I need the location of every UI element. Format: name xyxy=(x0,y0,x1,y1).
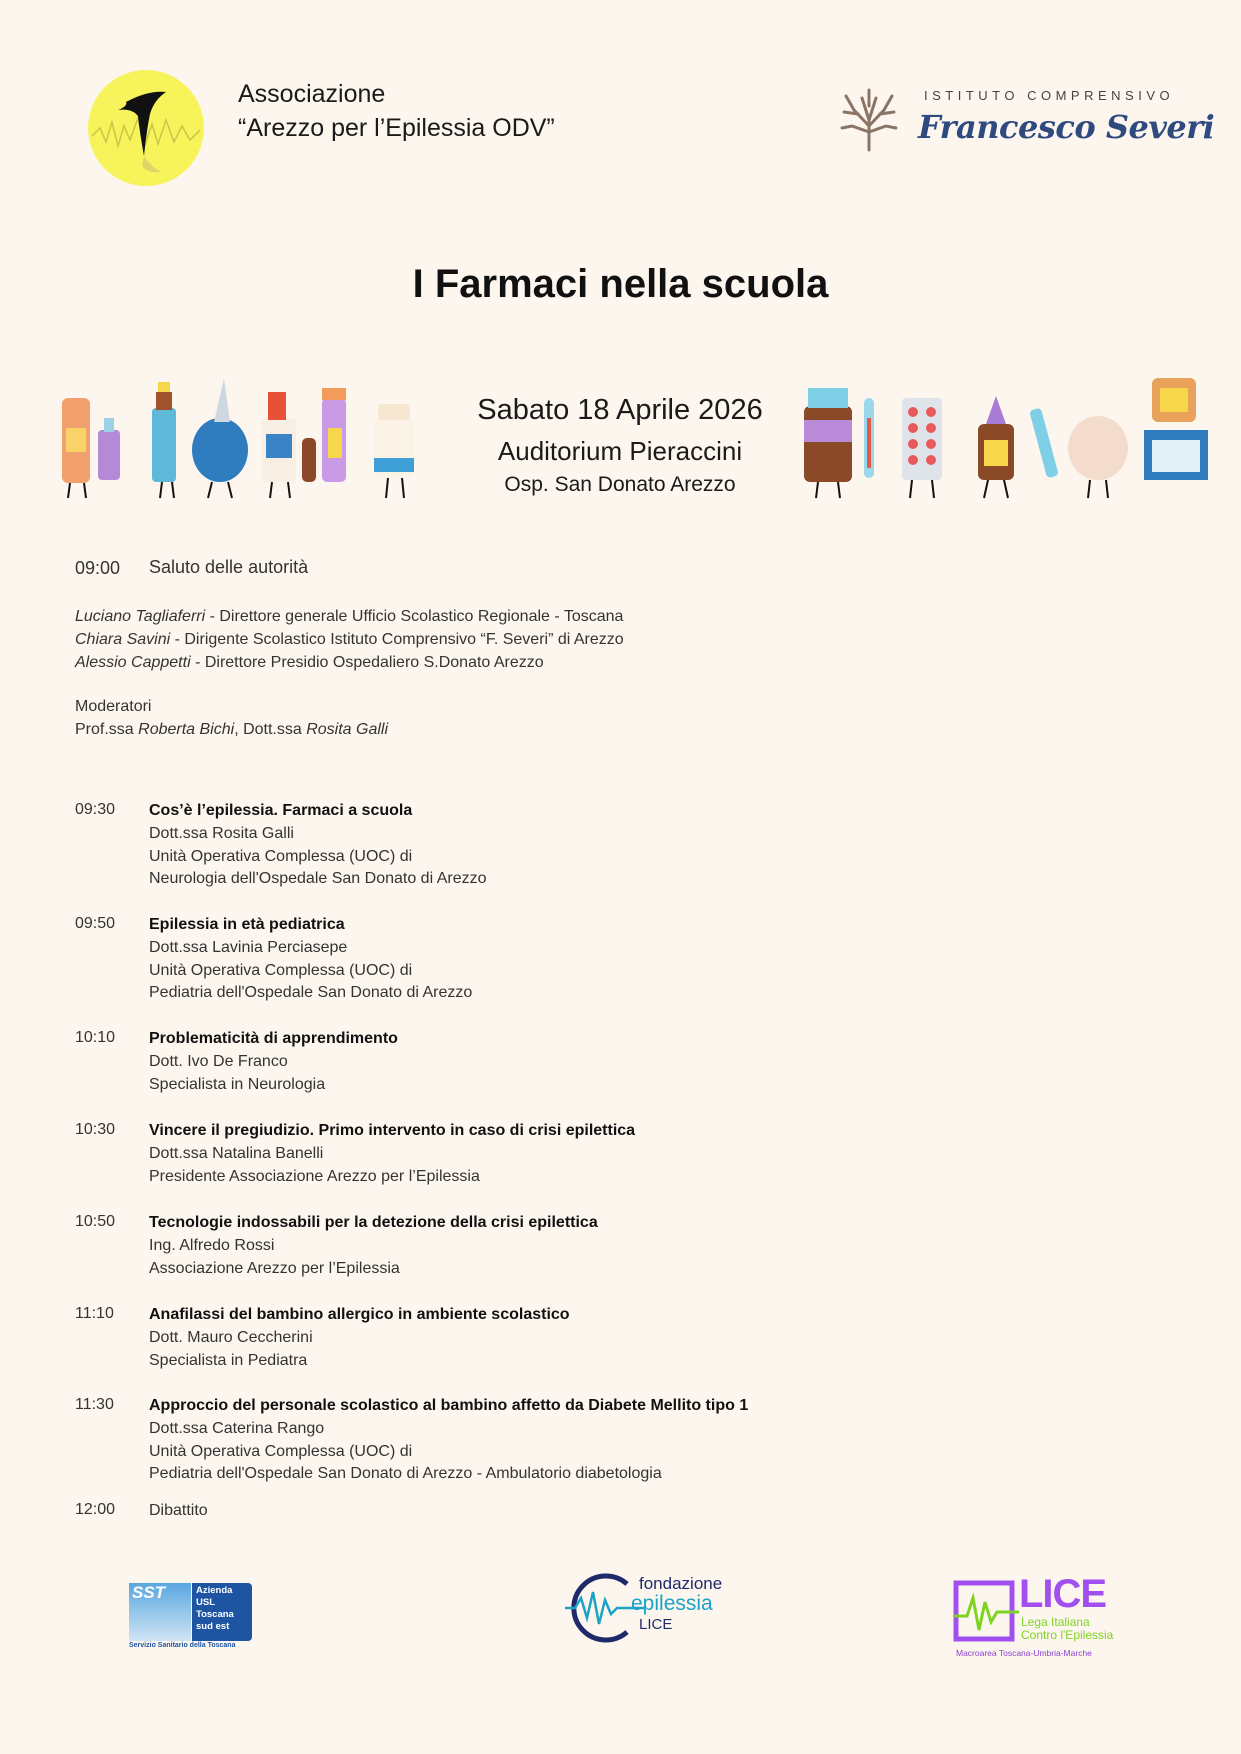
program-title: Vincere il pregiudizio. Primo intervento in caso di crisi epilettica xyxy=(149,1122,636,1139)
tree-icon xyxy=(838,86,900,157)
program-item xyxy=(149,1304,570,1372)
logo-fondazione-epilessia xyxy=(565,1572,745,1644)
program-detail: Unità Operativa Complessa (UOC) di xyxy=(149,961,413,979)
event-date: Sabato 18 Aprile 2026 xyxy=(477,394,763,426)
authority-name: Alessio Cappetti xyxy=(75,653,191,671)
sst-mark xyxy=(129,1583,191,1641)
association-name-line1: Associazione xyxy=(238,80,386,108)
program-detail: Dott. Ivo De Franco xyxy=(149,1052,288,1070)
school-type-label: ISTITUTO COMPRENSIVO xyxy=(924,88,1175,103)
authority-name: Luciano Tagliaferri xyxy=(75,608,206,625)
lice-pulse-icon xyxy=(953,1580,1019,1642)
asl-name xyxy=(192,1583,252,1641)
logo-asl-toscana-sud-est xyxy=(129,1583,253,1651)
program-time: 12:00 xyxy=(75,1501,116,1518)
program-detail: Specialista in Neurologia xyxy=(149,1075,326,1093)
program-time: 10:10 xyxy=(75,1029,116,1046)
moderators xyxy=(75,696,388,742)
medicine-illustration-icon xyxy=(798,378,1223,503)
moderator-name: Roberta Bichi xyxy=(138,720,235,738)
moderators-label: Moderatori xyxy=(75,698,152,715)
program-detail: Dott.ssa Caterina Rango xyxy=(149,1419,325,1437)
program-detail: Dott. Mauro Ceccherini xyxy=(149,1328,313,1346)
swallow-icon xyxy=(88,70,204,186)
program-detail: Neurologia dell'Ospedale San Donato di Arezzo xyxy=(149,870,487,888)
program-item xyxy=(149,1028,398,1096)
sst-mark-text: SST xyxy=(132,1583,166,1602)
program-detail: Pediatria dell'Ospedale San Donato di Arezzo - Ambulatorio diabetologia xyxy=(149,1465,662,1483)
program-item xyxy=(149,914,472,1005)
authority-role: - Dirigente Scolastico Istituto Comprensivo “F. Severi” di Arezzo xyxy=(170,630,624,648)
program-title: Anafilassi del bambino allergico in ambiente scolastico xyxy=(149,1306,570,1323)
program-title: Epilessia in età pediatrica xyxy=(149,916,345,933)
program-detail: Specialista in Pediatra xyxy=(149,1351,308,1369)
program-detail: Associazione Arezzo per l’Epilessia xyxy=(149,1259,400,1277)
lice-line: Lega Italiana xyxy=(1021,1615,1090,1629)
authority-row xyxy=(75,629,624,652)
medicine-characters-right xyxy=(798,378,1223,508)
medicine-illustration-icon xyxy=(52,378,462,503)
asl-line: Azienda xyxy=(196,1585,233,1596)
program-detail: Dott.ssa Natalina Banelli xyxy=(149,1144,324,1162)
lice-subtitle: Macroarea Toscana-Umbria-Marche xyxy=(956,1648,1092,1658)
program-time: 11:30 xyxy=(75,1396,114,1413)
program-time: 10:50 xyxy=(75,1213,116,1230)
program-title: Cos’è l’epilessia. Farmaci a scuola xyxy=(149,802,413,819)
program-detail: Unità Operativa Complessa (UOC) di xyxy=(149,847,413,865)
program-title: Dibattito xyxy=(149,1502,208,1519)
page-title: I Farmaci nella scuola xyxy=(412,262,829,306)
authority-role: - Direttore generale Ufficio Scolastico Regionale - Toscana xyxy=(205,608,624,625)
program-title: Approccio del personale scolastico al bambino affetto da Diabete Mellito tipo 1 xyxy=(149,1397,749,1414)
association-name-line2: “Arezzo per l’Epilessia ODV” xyxy=(238,114,555,142)
program-item xyxy=(149,1395,748,1486)
medicine-characters-left xyxy=(52,378,462,508)
program-item xyxy=(149,1212,598,1280)
event-place: Osp. San Donato Arezzo xyxy=(504,473,736,496)
moderator-name: Rosita Galli xyxy=(306,720,389,738)
logo-lice xyxy=(953,1572,1118,1658)
fondazione-line2: epilessia xyxy=(631,1592,713,1615)
lice-line: Contro l'Epilessia xyxy=(1021,1628,1114,1642)
school-name: Francesco Severi xyxy=(918,108,1215,146)
program-detail: Ing. Alfredo Rossi xyxy=(149,1236,275,1254)
title-prefix: , Dott.ssa xyxy=(234,720,307,738)
event-venue: Auditorium Pieraccini xyxy=(497,436,743,466)
authority-row xyxy=(75,606,624,629)
title-prefix: Prof.ssa xyxy=(75,720,139,738)
program-detail: Unità Operativa Complessa (UOC) di xyxy=(149,1442,413,1460)
authority-name: Chiara Savini xyxy=(75,630,171,648)
authorities-list xyxy=(75,606,624,674)
opening-time: 09:00 xyxy=(75,558,121,578)
program-item xyxy=(149,800,487,891)
program-item xyxy=(149,1500,208,1523)
program-title: Tecnologie indossabili per la detezione della crisi epilettica xyxy=(149,1214,598,1231)
program-time: 09:30 xyxy=(75,801,116,818)
lice-name xyxy=(1021,1616,1113,1642)
authority-role: - Direttore Presidio Ospedaliero S.Donato Arezzo xyxy=(190,653,544,671)
program-time: 10:30 xyxy=(75,1121,116,1138)
fondazione-line3: LICE xyxy=(639,1616,673,1633)
program-time: 09:50 xyxy=(75,915,116,932)
program-time: 11:10 xyxy=(75,1305,114,1322)
program-item xyxy=(149,1120,635,1188)
opening-title: Saluto delle autorità xyxy=(149,557,309,577)
association-logo xyxy=(88,70,204,186)
program-detail: Pediatria dell'Ospedale San Donato di Arezzo xyxy=(149,984,473,1002)
asl-line: sud est xyxy=(196,1621,230,1632)
asl-line: Toscana xyxy=(196,1609,234,1620)
program-detail: Dott.ssa Rosita Galli xyxy=(149,824,294,842)
lice-mark: LICE xyxy=(1019,1572,1107,1616)
program-detail: Dott.ssa Lavinia Perciasepe xyxy=(149,938,348,956)
asl-subtitle: Servizio Sanitario della Toscana xyxy=(129,1642,236,1649)
fondazione-line1: fondazione xyxy=(639,1574,723,1593)
asl-line: USL xyxy=(196,1597,215,1608)
moderators-names xyxy=(75,719,388,742)
authority-row xyxy=(75,652,624,675)
program-detail: Presidente Associazione Arezzo per l’Epilessia xyxy=(149,1167,480,1185)
program-title: Problematicità di apprendimento xyxy=(149,1030,398,1047)
